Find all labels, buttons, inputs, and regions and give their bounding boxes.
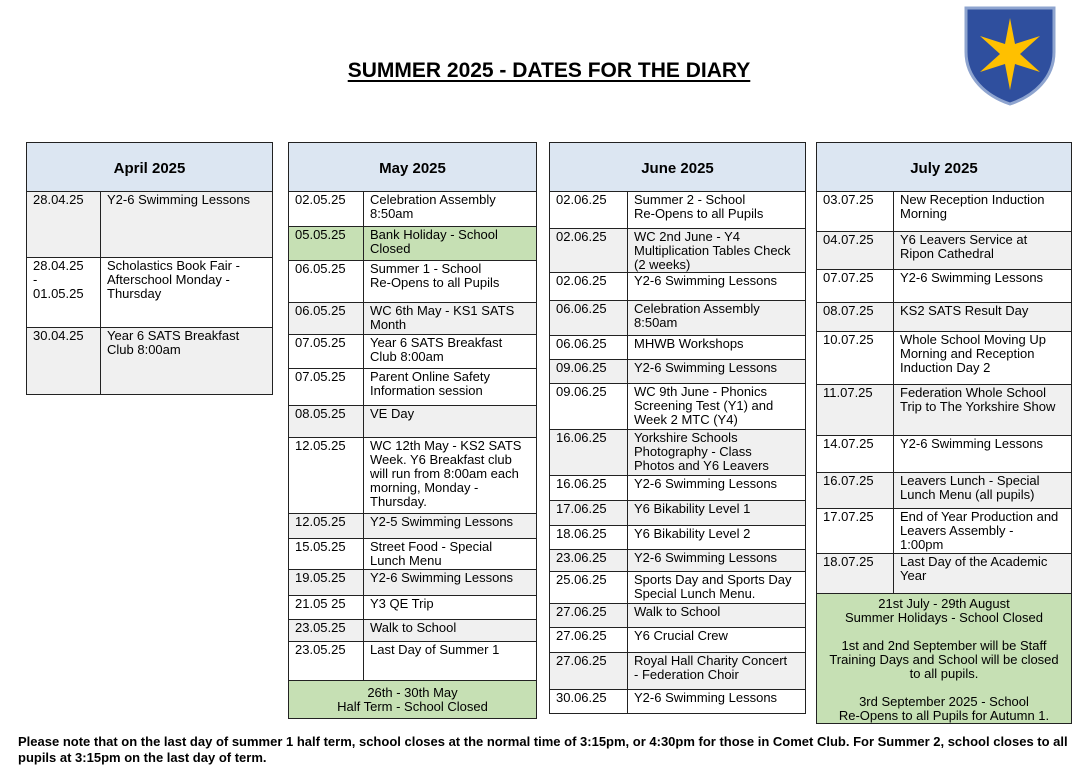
event-date: 02.05.25: [289, 192, 364, 226]
calendar-row: [817, 232, 1071, 270]
calendar-row: [27, 328, 272, 394]
event-date: 12.05.25: [289, 514, 364, 538]
calendar-row: [550, 501, 805, 526]
calendar-row: [817, 270, 1071, 303]
event-date: 07.07.25: [817, 270, 894, 302]
calendar-row: [550, 476, 805, 501]
calendar-row: [550, 360, 805, 384]
event-description: Y6 Crucial Crew: [634, 628, 728, 643]
july-rows: [817, 192, 1071, 593]
calendar-row: [289, 514, 536, 539]
event-date: 23.05.25: [289, 620, 364, 641]
event-description: Celebration Assembly 8:50am: [370, 192, 496, 221]
event-description: Bank Holiday - School Closed: [370, 227, 498, 256]
event-description: Federation Whole School Trip to The Yorkshire Show: [900, 385, 1056, 414]
calendar-row: [550, 628, 805, 653]
event-description: Summer 2 - School Re-Opens to all Pupils: [634, 192, 764, 221]
event-date: 12.05.25: [289, 438, 364, 513]
calendar-row: [550, 273, 805, 301]
calendar-row: [817, 192, 1071, 232]
calendar-row: [289, 438, 536, 514]
event-description: WC 12th May - KS2 SATS Week. Y6 Breakfast club will run from 8:00am each morning, Monday - Thursday.: [370, 438, 522, 509]
event-date: 14.07.25: [817, 436, 894, 472]
event-description: Year 6 SATS Breakfast Club 8:00am: [107, 328, 240, 357]
calendar-row: [550, 336, 805, 360]
event-date: 21.05 25: [289, 596, 364, 619]
event-description: Y6 Leavers Service at Ripon Cathedral: [900, 232, 1028, 261]
event-description: VE Day: [370, 406, 415, 421]
event-date: 02.06.25: [550, 229, 628, 272]
event-description: WC 6th May - KS1 SATS Month: [370, 303, 515, 332]
event-date: 02.06.25: [550, 192, 628, 228]
event-date: 07.05.25: [289, 369, 364, 405]
event-description: WC 9th June - Phonics Screening Test (Y1) and Week 2 MTC (Y4): [634, 384, 774, 427]
july-holiday-note: 21st July - 29th August Summer Holidays - School Closed 1st and 2nd September will be Staff Training Days and School will be closed to all pupils. 3rd September 2025 - School Re-Opens to all Pupils for Autumn 1.: [817, 593, 1071, 723]
event-description: Walk to School: [370, 620, 457, 635]
event-description: Walk to School: [634, 604, 721, 619]
event-date: 27.06.25: [550, 604, 628, 627]
calendar-row: [817, 332, 1071, 385]
july-heading: July 2025: [817, 143, 1071, 192]
calendar-row: [289, 596, 536, 620]
school-crest-logo: [962, 4, 1058, 106]
event-description: Street Food - Special Lunch Menu: [370, 539, 493, 568]
calendar-row: [550, 301, 805, 336]
calendar-row: [289, 192, 536, 227]
calendar-row: [289, 335, 536, 369]
calendar-row: [817, 385, 1071, 436]
calendar-row: [289, 303, 536, 335]
calendar-row: [817, 436, 1071, 473]
page-title: SUMMER 2025 - DATES FOR THE DIARY: [347, 59, 751, 82]
event-description: Y6 Bikability Level 2: [634, 526, 751, 541]
june-heading: June 2025: [550, 143, 805, 192]
event-description: KS2 SATS Result Day: [900, 303, 1029, 318]
event-date: 09.06.25: [550, 384, 628, 429]
event-date: 15.05.25: [289, 539, 364, 569]
event-date: 06.05.25: [289, 303, 364, 334]
event-description: Year 6 SATS Breakfast Club 8:00am: [370, 335, 503, 364]
calendar-row: [289, 570, 536, 596]
calendar-row: [550, 690, 805, 713]
event-description: Y6 Bikability Level 1: [634, 501, 751, 516]
event-description: Royal Hall Charity Concert - Federation Choir: [634, 653, 788, 682]
event-date: 06.06.25: [550, 336, 628, 359]
calendar-row: [289, 539, 536, 570]
calendar-row: [550, 384, 805, 430]
event-date: 16.06.25: [550, 430, 628, 475]
event-date: 07.05.25: [289, 335, 364, 368]
event-date: 23.06.25: [550, 550, 628, 571]
calendar-row: [289, 620, 536, 642]
calendar-row: [27, 258, 272, 328]
event-date: 30.04.25: [27, 328, 101, 394]
calendar-row: [289, 261, 536, 303]
event-description: Y2-5 Swimming Lessons: [370, 514, 514, 529]
event-date: 08.05.25: [289, 406, 364, 437]
calendar-row: [550, 192, 805, 229]
calendar-row: [550, 229, 805, 273]
may-half-term-note: 26th - 30th May Half Term - School Closed: [289, 680, 536, 718]
event-description: New Reception Induction Morning: [900, 192, 1045, 221]
event-description: End of Year Production and Leavers Assembly - 1:00pm: [900, 509, 1059, 552]
calendar-row: [289, 406, 536, 438]
footer-note: Please note that on the last day of summer 1 half term, school closes at the normal time of 3:15pm, or 4:30pm for those in Comet Club. For Summer 2, school closes to all pupils at 3:15pm on the last day of term.: [18, 734, 1068, 765]
calendar-row: [550, 550, 805, 572]
event-description: Y2-6 Swimming Lessons: [634, 550, 778, 565]
event-description: Y2-6 Swimming Lessons: [634, 476, 778, 491]
event-description: Y3 QE Trip: [370, 596, 434, 611]
event-date: 11.07.25: [817, 385, 894, 435]
event-date: 25.06.25: [550, 572, 628, 603]
event-date: 05.05.25: [289, 227, 364, 260]
calendar-row: [550, 604, 805, 628]
calendar-row: [289, 642, 536, 680]
event-date: 27.06.25: [550, 653, 628, 689]
calendar-row: [550, 572, 805, 604]
june-calendar: [549, 142, 806, 714]
calendar-row: [550, 430, 805, 476]
event-date: 28.04.25: [27, 192, 101, 257]
event-date: 27.06.25: [550, 628, 628, 652]
calendar-row: [817, 303, 1071, 332]
event-date: 17.06.25: [550, 501, 628, 525]
event-date: 03.07.25: [817, 192, 894, 231]
event-description: Y2-6 Swimming Lessons: [634, 360, 778, 375]
event-description: Scholastics Book Fair - Afterschool Monday - Thursday: [107, 258, 240, 301]
event-description: Yorkshire Schools Photography - Class Photos and Y6 Leavers: [634, 430, 769, 473]
event-date: 19.05.25: [289, 570, 364, 595]
calendar-row: [289, 369, 536, 406]
event-date: 16.07.25: [817, 473, 894, 508]
event-date: 18.06.25: [550, 526, 628, 549]
event-description: Y2-6 Swimming Lessons: [370, 570, 514, 585]
event-description: Whole School Moving Up Morning and Reception Induction Day 2: [900, 332, 1046, 375]
calendar-row: [817, 554, 1071, 593]
event-date: 30.06.25: [550, 690, 628, 713]
event-description: Y2-6 Swimming Lessons: [634, 690, 778, 705]
event-description: Y2-6 Swimming Lessons: [634, 273, 778, 288]
april-calendar: [26, 142, 273, 395]
event-description: Y2-6 Swimming Lessons: [900, 270, 1044, 285]
event-description: MHWB Workshops: [634, 336, 744, 351]
calendar-row: [817, 473, 1071, 509]
may-rows: [289, 192, 536, 680]
calendar-row: [289, 227, 536, 261]
event-description: WC 2nd June - Y4 Multiplication Tables Check (2 weeks): [634, 229, 791, 272]
calendar-row: [550, 653, 805, 690]
may-heading: May 2025: [289, 143, 536, 192]
event-date: 10.07.25: [817, 332, 894, 384]
event-date: 23.05.25: [289, 642, 364, 680]
event-date: 09.06.25: [550, 360, 628, 383]
event-date: 06.05.25: [289, 261, 364, 302]
april-rows: [27, 192, 272, 394]
event-description: Y2-6 Swimming Lessons: [900, 436, 1044, 451]
event-date: 08.07.25: [817, 303, 894, 331]
event-description: Parent Online Safety Information session: [370, 369, 490, 398]
event-description: Celebration Assembly 8:50am: [634, 301, 760, 330]
event-description: Sports Day and Sports Day Special Lunch Menu.: [634, 572, 792, 601]
event-date: 16.06.25: [550, 476, 628, 500]
may-calendar: [288, 142, 537, 719]
event-date: 17.07.25: [817, 509, 894, 553]
event-date: 02.06.25: [550, 273, 628, 300]
event-description: Leavers Lunch - Special Lunch Menu (all pupils): [900, 473, 1040, 502]
calendar-row: [817, 509, 1071, 554]
july-calendar: [816, 142, 1072, 724]
event-date: 06.06.25: [550, 301, 628, 335]
calendar-row: [550, 526, 805, 550]
event-description: Last Day of Summer 1: [370, 642, 500, 657]
event-date: 18.07.25: [817, 554, 894, 593]
event-date: 28.04.25 - 01.05.25: [27, 258, 101, 327]
june-rows: [550, 192, 805, 713]
april-heading: April 2025: [27, 143, 272, 192]
event-description: Summer 1 - School Re-Opens to all Pupils: [370, 261, 500, 290]
event-date: 04.07.25: [817, 232, 894, 269]
event-description: Last Day of the Academic Year: [900, 554, 1048, 583]
event-description: Y2-6 Swimming Lessons: [107, 192, 251, 207]
calendar-row: [27, 192, 272, 258]
